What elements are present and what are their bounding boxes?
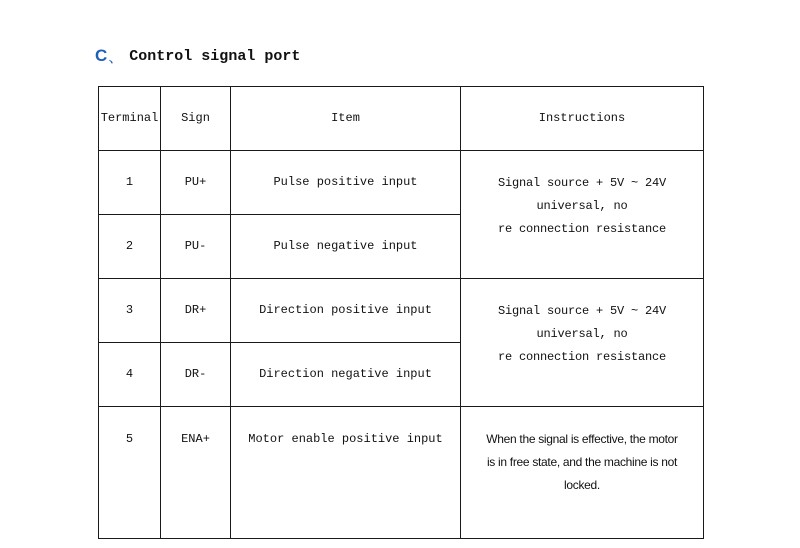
sign-cell: PU+ xyxy=(161,151,231,215)
terminal-cell: 4 xyxy=(99,343,161,407)
instructions-line: re connection resistance xyxy=(497,222,667,236)
terminal-cell: 2 xyxy=(99,215,161,279)
terminal-cell: 5 xyxy=(99,407,161,539)
instructions-line: is in free state, and the machine is not xyxy=(486,455,678,469)
instructions-cell-pulse xyxy=(461,151,704,279)
sign-cell: PU- xyxy=(161,215,231,279)
item-cell: Pulse positive input xyxy=(231,151,461,215)
item-cell: Direction negative input xyxy=(231,343,461,407)
table-row xyxy=(99,151,704,215)
section-title: Control signal port xyxy=(129,47,301,65)
instructions-line: When the signal is effective, the motor xyxy=(486,432,678,446)
instructions-line: re connection resistance xyxy=(497,350,667,364)
table-row xyxy=(99,407,704,539)
sign-cell: DR- xyxy=(161,343,231,407)
sign-cell: DR+ xyxy=(161,279,231,343)
instructions-line: Signal source + 5V ~ 24V universal, no xyxy=(497,304,667,341)
header-item: Item xyxy=(231,87,461,151)
instructions-cell-enable xyxy=(461,407,704,539)
section-letter: C xyxy=(95,46,108,65)
item-cell: Pulse negative input xyxy=(231,215,461,279)
section-mark: 、 xyxy=(108,47,124,66)
terminal-cell: 1 xyxy=(99,151,161,215)
instructions-line: Signal source + 5V ~ 24V universal, no xyxy=(497,176,667,213)
header-terminal: Terminal xyxy=(99,87,161,151)
instructions-cell-direction xyxy=(461,279,704,407)
header-sign: Sign xyxy=(161,87,231,151)
terminal-cell: 3 xyxy=(99,279,161,343)
item-cell: Motor enable positive input xyxy=(231,407,461,539)
header-instructions: Instructions xyxy=(461,87,704,151)
item-cell: Direction positive input xyxy=(231,279,461,343)
table-header-row xyxy=(99,87,704,151)
control-signal-table xyxy=(98,86,704,539)
table-row xyxy=(99,279,704,343)
sign-cell: ENA+ xyxy=(161,407,231,539)
instructions-line: locked. xyxy=(564,478,600,492)
section-heading xyxy=(95,44,300,68)
